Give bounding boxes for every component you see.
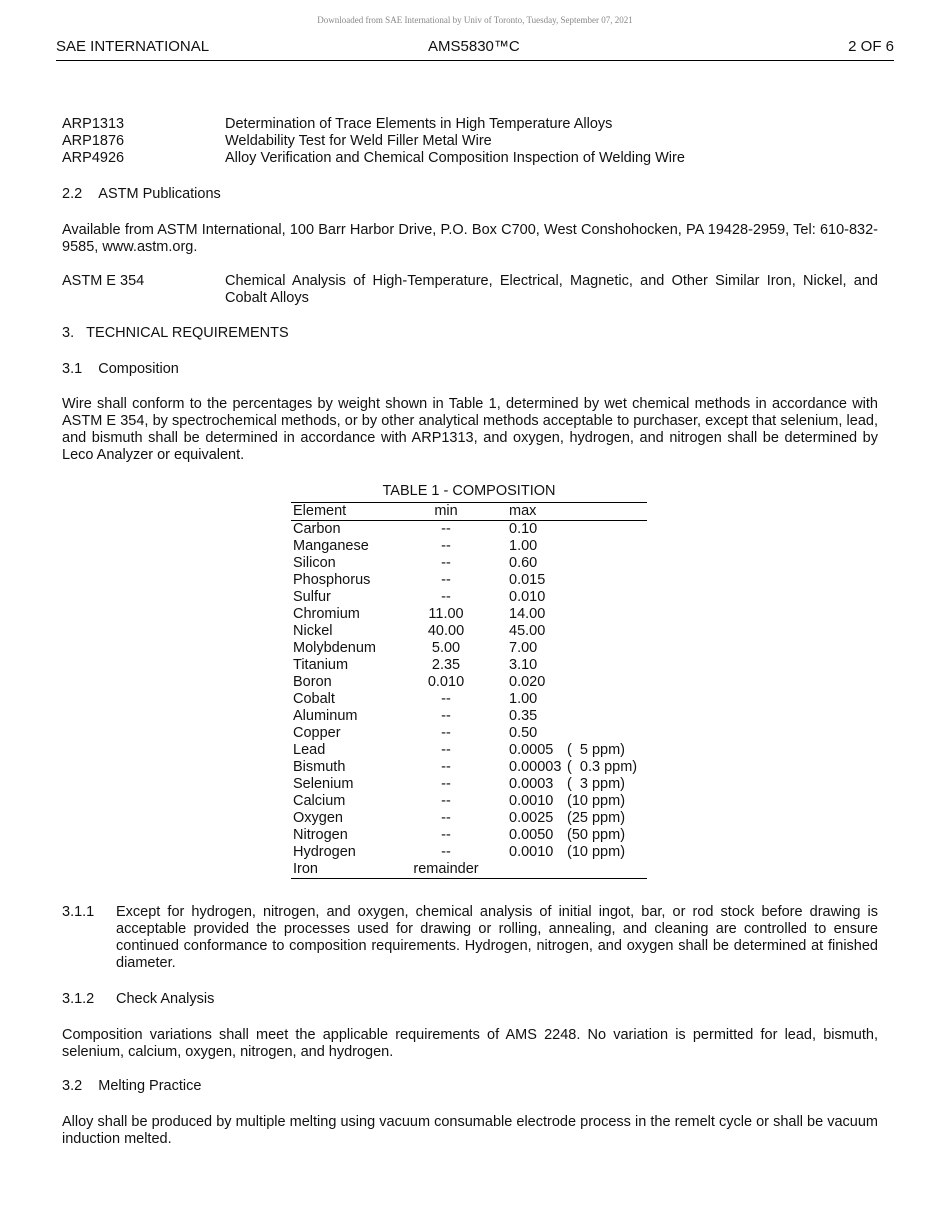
cell-min: 5.00 — [431, 640, 461, 656]
cell-ppm: ( 3 ppm) — [567, 776, 626, 792]
cell-max: 0.0010 — [509, 793, 554, 809]
cell-max: 14.00 — [509, 606, 546, 622]
table-row — [291, 589, 647, 606]
cell-max: 0.0005 — [509, 742, 554, 758]
header-page-number: 2 OF 6 — [848, 38, 894, 55]
cell-element: Manganese — [293, 538, 369, 554]
header-element: Element — [293, 503, 347, 519]
cell-ppm: (50 ppm) — [567, 827, 626, 843]
cell-min: -- — [441, 810, 451, 826]
cell-min: -- — [441, 759, 451, 775]
table-row — [291, 521, 647, 538]
cell-element: Aluminum — [293, 708, 358, 724]
cell-max: 0.10 — [509, 521, 538, 537]
cell-min: -- — [441, 742, 451, 758]
cell-max: 0.010 — [509, 589, 546, 605]
cell-min: -- — [441, 691, 451, 707]
cell-min: -- — [441, 827, 451, 843]
cell-element: Copper — [293, 725, 341, 741]
table-row — [291, 691, 647, 708]
cell-ppm: (10 ppm) — [567, 793, 626, 809]
cell-max: 0.35 — [509, 708, 538, 724]
section-number: 3.1.2 — [62, 991, 95, 1007]
cell-ppm: (10 ppm) — [567, 844, 626, 860]
section-body: Except for hydrogen, nitrogen, and oxygen, chemical analysis of initial ingot, bar, or rod stock before drawing is acceptable provided the processes used for drawing or rolling, annealing, and cleaning are controlled to ensure continued conformance to composition requirements. Hydrogen, nitrogen, and oxygen shall be determined at finished diameter. — [116, 904, 878, 971]
cell-max: 0.015 — [509, 572, 546, 588]
cell-element: Sulfur — [293, 589, 331, 605]
section-3-2-heading: 3.2 Melting Practice — [62, 1078, 202, 1094]
cell-min: 40.00 — [427, 623, 465, 639]
table-body — [291, 521, 647, 861]
cell-max: 7.00 — [509, 640, 538, 656]
cell-min: -- — [441, 572, 451, 588]
cell-element: Oxygen — [293, 810, 343, 826]
cell-element: Silicon — [293, 555, 336, 571]
cell-max: 0.0003 — [509, 776, 554, 792]
check-analysis-paragraph: Composition variations shall meet the applicable requirements of AMS 2248. No variation is permitted for lead, bismuth, selenium, calcium, oxygen, nitrogen, and hydrogen. — [62, 1027, 878, 1060]
cell-element: Iron — [293, 861, 318, 877]
cell-min: -- — [441, 725, 451, 741]
cell-max: 1.00 — [509, 691, 538, 707]
cell-element: Cobalt — [293, 691, 335, 707]
table-row — [291, 827, 647, 844]
table-row — [291, 844, 647, 861]
cell-min: -- — [441, 521, 451, 537]
reference-row — [62, 133, 878, 150]
table-row — [291, 725, 647, 742]
composition-table — [291, 482, 647, 879]
cell-ppm: ( 5 ppm) — [567, 742, 626, 758]
table-row — [291, 657, 647, 674]
cell-min: 11.00 — [428, 606, 464, 622]
reference-code: ARP1876 — [62, 133, 125, 149]
cell-element: Selenium — [293, 776, 354, 792]
reference-title: Weldability Test for Weld Filler Metal Wire — [225, 133, 492, 149]
cell-ppm: ( 0.3 ppm) — [567, 759, 638, 775]
header-min: min — [434, 503, 458, 519]
cell-element: Phosphorus — [293, 572, 371, 588]
cell-element: Nitrogen — [293, 827, 348, 843]
table-row — [291, 640, 647, 657]
table-row — [291, 759, 647, 776]
cell-max: 0.0010 — [509, 844, 554, 860]
reference-row — [62, 116, 878, 133]
section-2-2-heading: 2.2 ASTM Publications — [62, 186, 221, 202]
reference-title: Determination of Trace Elements in High Temperature Alloys — [225, 116, 613, 132]
section-3-heading: 3. TECHNICAL REQUIREMENTS — [62, 325, 289, 341]
reference-title: Alloy Verification and Chemical Composition Inspection of Welding Wire — [225, 150, 685, 166]
section-3-1-heading: 3.1 Composition — [62, 361, 179, 377]
section-number: 3.1.1 — [62, 904, 95, 920]
table-row — [291, 555, 647, 572]
table-row — [291, 742, 647, 759]
cell-min: -- — [441, 708, 451, 724]
reference-code: ARP4926 — [62, 150, 125, 166]
cell-max: 1.00 — [509, 538, 538, 554]
cell-min: 2.35 — [431, 657, 461, 673]
table-row — [291, 708, 647, 725]
table-row — [291, 623, 647, 640]
melting-practice-paragraph: Alloy shall be produced by multiple melting using vacuum consumable electrode process in the remelt cycle or shall be vacuum induction melted. — [62, 1114, 878, 1147]
astm-ref-title: Chemical Analysis of High-Temperature, Electrical, Magnetic, and Other Similar Iron, Nickel, and Cobalt Alloys — [225, 273, 878, 306]
cell-max: 0.020 — [509, 674, 546, 690]
cell-min: -- — [441, 776, 451, 792]
cell-element: Nickel — [293, 623, 333, 639]
cell-min: remainder — [413, 861, 479, 877]
header-doc-id: AMS5830™C — [428, 38, 520, 55]
table-row — [291, 572, 647, 589]
cell-min: -- — [441, 555, 451, 571]
cell-element: Bismuth — [293, 759, 346, 775]
table-row — [291, 861, 647, 879]
cell-max: 0.0050 — [509, 827, 554, 843]
table-row — [291, 538, 647, 555]
header-max: max — [509, 503, 537, 519]
cell-element: Calcium — [293, 793, 346, 809]
cell-max: 0.60 — [509, 555, 538, 571]
cell-min: -- — [441, 844, 451, 860]
section-3-1-1 — [62, 904, 878, 974]
table-row — [291, 793, 647, 810]
section-3-1-2-heading-row — [62, 991, 878, 1008]
header-org: SAE INTERNATIONAL — [56, 38, 210, 55]
cell-max: 0.0025 — [509, 810, 554, 826]
cell-element: Hydrogen — [293, 844, 356, 860]
cell-max: 0.00003 — [509, 759, 562, 775]
cell-max: 3.10 — [509, 657, 538, 673]
page-header — [56, 38, 894, 61]
composition-paragraph: Wire shall conform to the percentages by weight shown in Table 1, determined by wet chemical methods in accordance with ASTM E 354, by spectrochemical methods, or by other analytical methods acceptable to purchaser, except that selenium, lead, and bismuth shall be determined in accordance with ARP1313, and oxygen, hydrogen, and nitrogen shall be determined by Leco Analyzer or equivalent. — [62, 396, 878, 463]
table-row — [291, 776, 647, 793]
cell-min: -- — [441, 589, 451, 605]
cell-element: Carbon — [293, 521, 341, 537]
cell-element: Boron — [293, 674, 332, 690]
table-row — [291, 606, 647, 623]
cell-element: Chromium — [293, 606, 360, 622]
cell-element: Molybdenum — [293, 640, 377, 656]
cell-min: -- — [441, 538, 451, 554]
astm-ref-code: ASTM E 354 — [62, 273, 145, 289]
cell-ppm: (25 ppm) — [567, 810, 626, 826]
cell-max: 0.50 — [509, 725, 538, 741]
table-row — [291, 674, 647, 691]
reference-row — [62, 150, 878, 167]
cell-element: Lead — [293, 742, 326, 758]
cell-min: -- — [441, 793, 451, 809]
reference-code: ARP1313 — [62, 116, 125, 132]
table-caption: TABLE 1 - COMPOSITION — [382, 483, 556, 499]
astm-availability-text: Available from ASTM International, 100 Barr Harbor Drive, P.O. Box C700, West Conshohocken, PA 19428-2959, Tel: 610-832-9585, www.astm.org. — [62, 222, 878, 255]
table-header-row — [291, 502, 647, 521]
cell-element: Titanium — [293, 657, 349, 673]
cell-max: 45.00 — [509, 623, 546, 639]
download-watermark: Downloaded from SAE International by Univ of Toronto, Tuesday, September 07, 2021 — [317, 15, 633, 25]
table-row — [291, 810, 647, 827]
section-heading: Check Analysis — [116, 991, 215, 1007]
cell-min: 0.010 — [427, 674, 465, 690]
